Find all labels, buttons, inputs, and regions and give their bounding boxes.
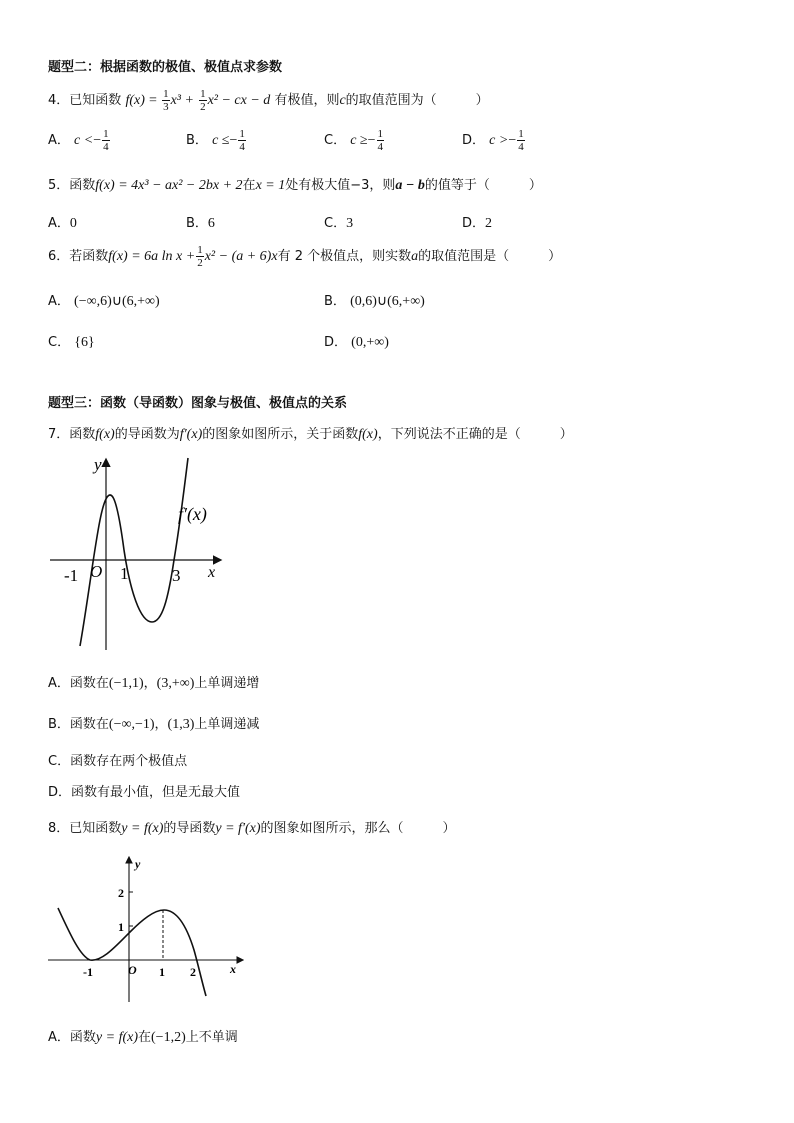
option-label: D． — [462, 133, 486, 148]
option-lhs: c < — [74, 133, 94, 148]
q5-formula: f(x) = 4x³ − ax² − 2bx + 2 — [95, 178, 243, 193]
q8-mid: 的导函数 — [163, 821, 216, 836]
q6-pre: 6．若函数 — [48, 249, 109, 264]
q5-option-d[interactable] — [462, 212, 492, 232]
option-value: 2 — [485, 216, 493, 231]
option-label: A．函数在 — [48, 676, 109, 691]
option-tail: 上单调递减 — [194, 717, 260, 732]
separator: ， — [143, 676, 157, 691]
option-lhs: c ≤ — [212, 133, 230, 148]
tick-origin: O — [90, 562, 103, 581]
option-label: B． — [324, 294, 346, 309]
option-post: 上不单调 — [185, 1030, 238, 1045]
y-label: y — [135, 857, 141, 871]
option-label: C． — [48, 335, 71, 350]
interval-1: (−∞,−1) — [108, 717, 155, 732]
option-sign: − — [367, 133, 376, 148]
q6-option-b[interactable] — [324, 290, 425, 310]
q4-frac2: $\frac{1}{2}$ — [200, 88, 206, 113]
interval-2: (3,+∞) — [156, 676, 195, 691]
question-6 — [48, 244, 561, 269]
option-label: B． — [186, 133, 208, 148]
option-tail: 上单调递增 — [194, 676, 260, 691]
option-value: {6} — [74, 335, 95, 350]
option-label: B． — [186, 216, 208, 231]
option-func: y = f(x) — [95, 1030, 138, 1045]
section-heading-type2: 题型二：根据函数的极值、极值点求参数 — [48, 60, 283, 75]
q7-option-b[interactable] — [48, 713, 259, 733]
curve-label: f′(x) — [178, 504, 207, 524]
q6-formula-a: f(x) = 6a ln x + — [108, 249, 196, 264]
question-4 — [48, 88, 489, 113]
q6-post: 的取值范围是（ ） — [418, 249, 562, 264]
q7-mid2: 的图象如图所示，关于函数 — [202, 427, 359, 442]
q4-pre: 已知函数 — [69, 93, 122, 108]
option-interval: (−1,2) — [151, 1030, 186, 1045]
q4-post2: 的取值范围为（ ） — [345, 93, 489, 108]
q8-pre: 8．已知函数 — [48, 821, 122, 836]
q4-term1: x³ + — [170, 93, 194, 108]
option-value: 0 — [69, 216, 77, 231]
q5-pre: 5．函数 — [48, 178, 96, 193]
q8-post: 的图象如图所示，那么（ ） — [260, 821, 456, 836]
q8-derivative-graph — [44, 850, 254, 1006]
option-label: A． — [48, 133, 70, 148]
tick-1: 1 — [159, 965, 165, 979]
q5-option-c[interactable] — [324, 212, 353, 232]
q5-cond: x = 1 — [255, 178, 286, 193]
q4-frac1: $\frac{1}{3}$ — [163, 88, 169, 113]
separator: ， — [154, 717, 168, 732]
option-frac: $\frac{1}{4}$ — [518, 128, 524, 153]
question-7 — [48, 423, 573, 443]
option-lhs: c > — [489, 133, 509, 148]
q6-frac: $\frac{1}{2}$ — [197, 244, 203, 269]
interval-1: (−1,1) — [108, 676, 144, 691]
q7-fx2: f(x) — [358, 427, 378, 442]
option-label: A． — [48, 216, 70, 231]
option-lhs: c ≥ — [350, 133, 368, 148]
q5-expr: a − b — [395, 178, 425, 193]
x-label: x — [230, 962, 236, 976]
ytick-2: 2 — [118, 886, 124, 900]
q5-post: 的值等于（ ） — [424, 178, 542, 193]
q5-mid2: 处有极大值−3，则 — [285, 178, 396, 193]
q7-derivative-graph — [44, 450, 234, 652]
q4-option-c[interactable] — [324, 128, 385, 153]
tick-1: 1 — [120, 564, 129, 583]
option-label: B．函数在 — [48, 717, 109, 732]
derivative-curve — [80, 458, 188, 646]
q4-number: 4． — [48, 93, 70, 108]
q6-option-c[interactable] — [48, 331, 95, 351]
q6-option-a[interactable] — [48, 290, 160, 310]
interval-2: (1,3) — [167, 717, 195, 732]
option-mid: 在 — [138, 1030, 152, 1045]
x-label: x — [208, 564, 216, 581]
q6-var: a — [411, 249, 419, 264]
question-5 — [48, 174, 542, 194]
option-label: C． — [324, 216, 347, 231]
q7-option-a[interactable] — [48, 672, 259, 692]
q8-f2: y = f′(x) — [215, 821, 261, 836]
option-label: D． — [324, 335, 348, 350]
q8-option-a[interactable] — [48, 1026, 238, 1046]
ytick-1: 1 — [118, 920, 124, 934]
q7-pre: 7．函数 — [48, 427, 96, 442]
q5-mid: 在 — [242, 178, 256, 193]
q5-option-a[interactable] — [48, 212, 77, 232]
q4-fx: f(x) — [125, 93, 145, 108]
option-value: (0,6)∪(6,+∞) — [350, 294, 425, 309]
q4-option-d[interactable] — [462, 128, 526, 153]
q7-post: ，下列说法不正确的是（ ） — [377, 427, 573, 442]
q7-option-c[interactable]: C．函数存在两个极值点 — [48, 754, 188, 769]
q4-option-b[interactable] — [186, 128, 247, 153]
option-value: 3 — [346, 216, 354, 231]
q4-post: 有极值，则 — [274, 93, 340, 108]
option-value: 6 — [207, 216, 215, 231]
q7-mid: 的导函数为 — [114, 427, 180, 442]
y-label: y — [94, 455, 102, 474]
tick-neg1: -1 — [83, 965, 93, 979]
option-label: A． — [48, 294, 70, 309]
question-8 — [48, 817, 456, 837]
derivative-curve — [58, 908, 206, 996]
option-label: D． — [462, 216, 486, 231]
q7-fx: f(x) — [95, 427, 115, 442]
q7-fpx: f′(x) — [179, 427, 203, 442]
option-frac: $\frac{1}{4}$ — [377, 128, 384, 153]
option-frac: $\frac{1}{4}$ — [103, 128, 109, 153]
tick-3: 3 — [172, 566, 181, 585]
q4-term2: x² − cx − d — [207, 93, 271, 108]
q5-option-b[interactable] — [186, 212, 215, 232]
option-value: (−∞,6)∪(6,+∞) — [74, 294, 160, 309]
tick-2: 2 — [190, 965, 196, 979]
option-sign: − — [229, 133, 238, 148]
q4-var: c — [339, 93, 346, 108]
q7-option-d[interactable]: D．函数有最小值，但是无最大值 — [48, 785, 241, 800]
option-sign: − — [93, 133, 102, 148]
q6-mid: 有 2 个极值点，则实数 — [277, 249, 412, 264]
option-frac: $\frac{1}{4}$ — [239, 128, 245, 153]
q8-f1: y = f(x) — [121, 821, 164, 836]
q4-option-a[interactable] — [48, 128, 111, 153]
tick-origin: O — [128, 963, 137, 977]
option-sign: − — [508, 133, 517, 148]
q4-eq: = — [149, 93, 157, 108]
option-value: (0,+∞) — [351, 335, 389, 350]
option-label: C． — [324, 133, 347, 148]
tick-neg1: -1 — [64, 566, 79, 585]
option-label: A．函数 — [48, 1030, 96, 1045]
section-heading-type3: 题型三：函数（导函数）图象与极值、极值点的关系 — [48, 396, 348, 411]
q6-option-d[interactable] — [324, 331, 389, 351]
q6-formula-b: x² − (a + 6)x — [204, 249, 278, 264]
